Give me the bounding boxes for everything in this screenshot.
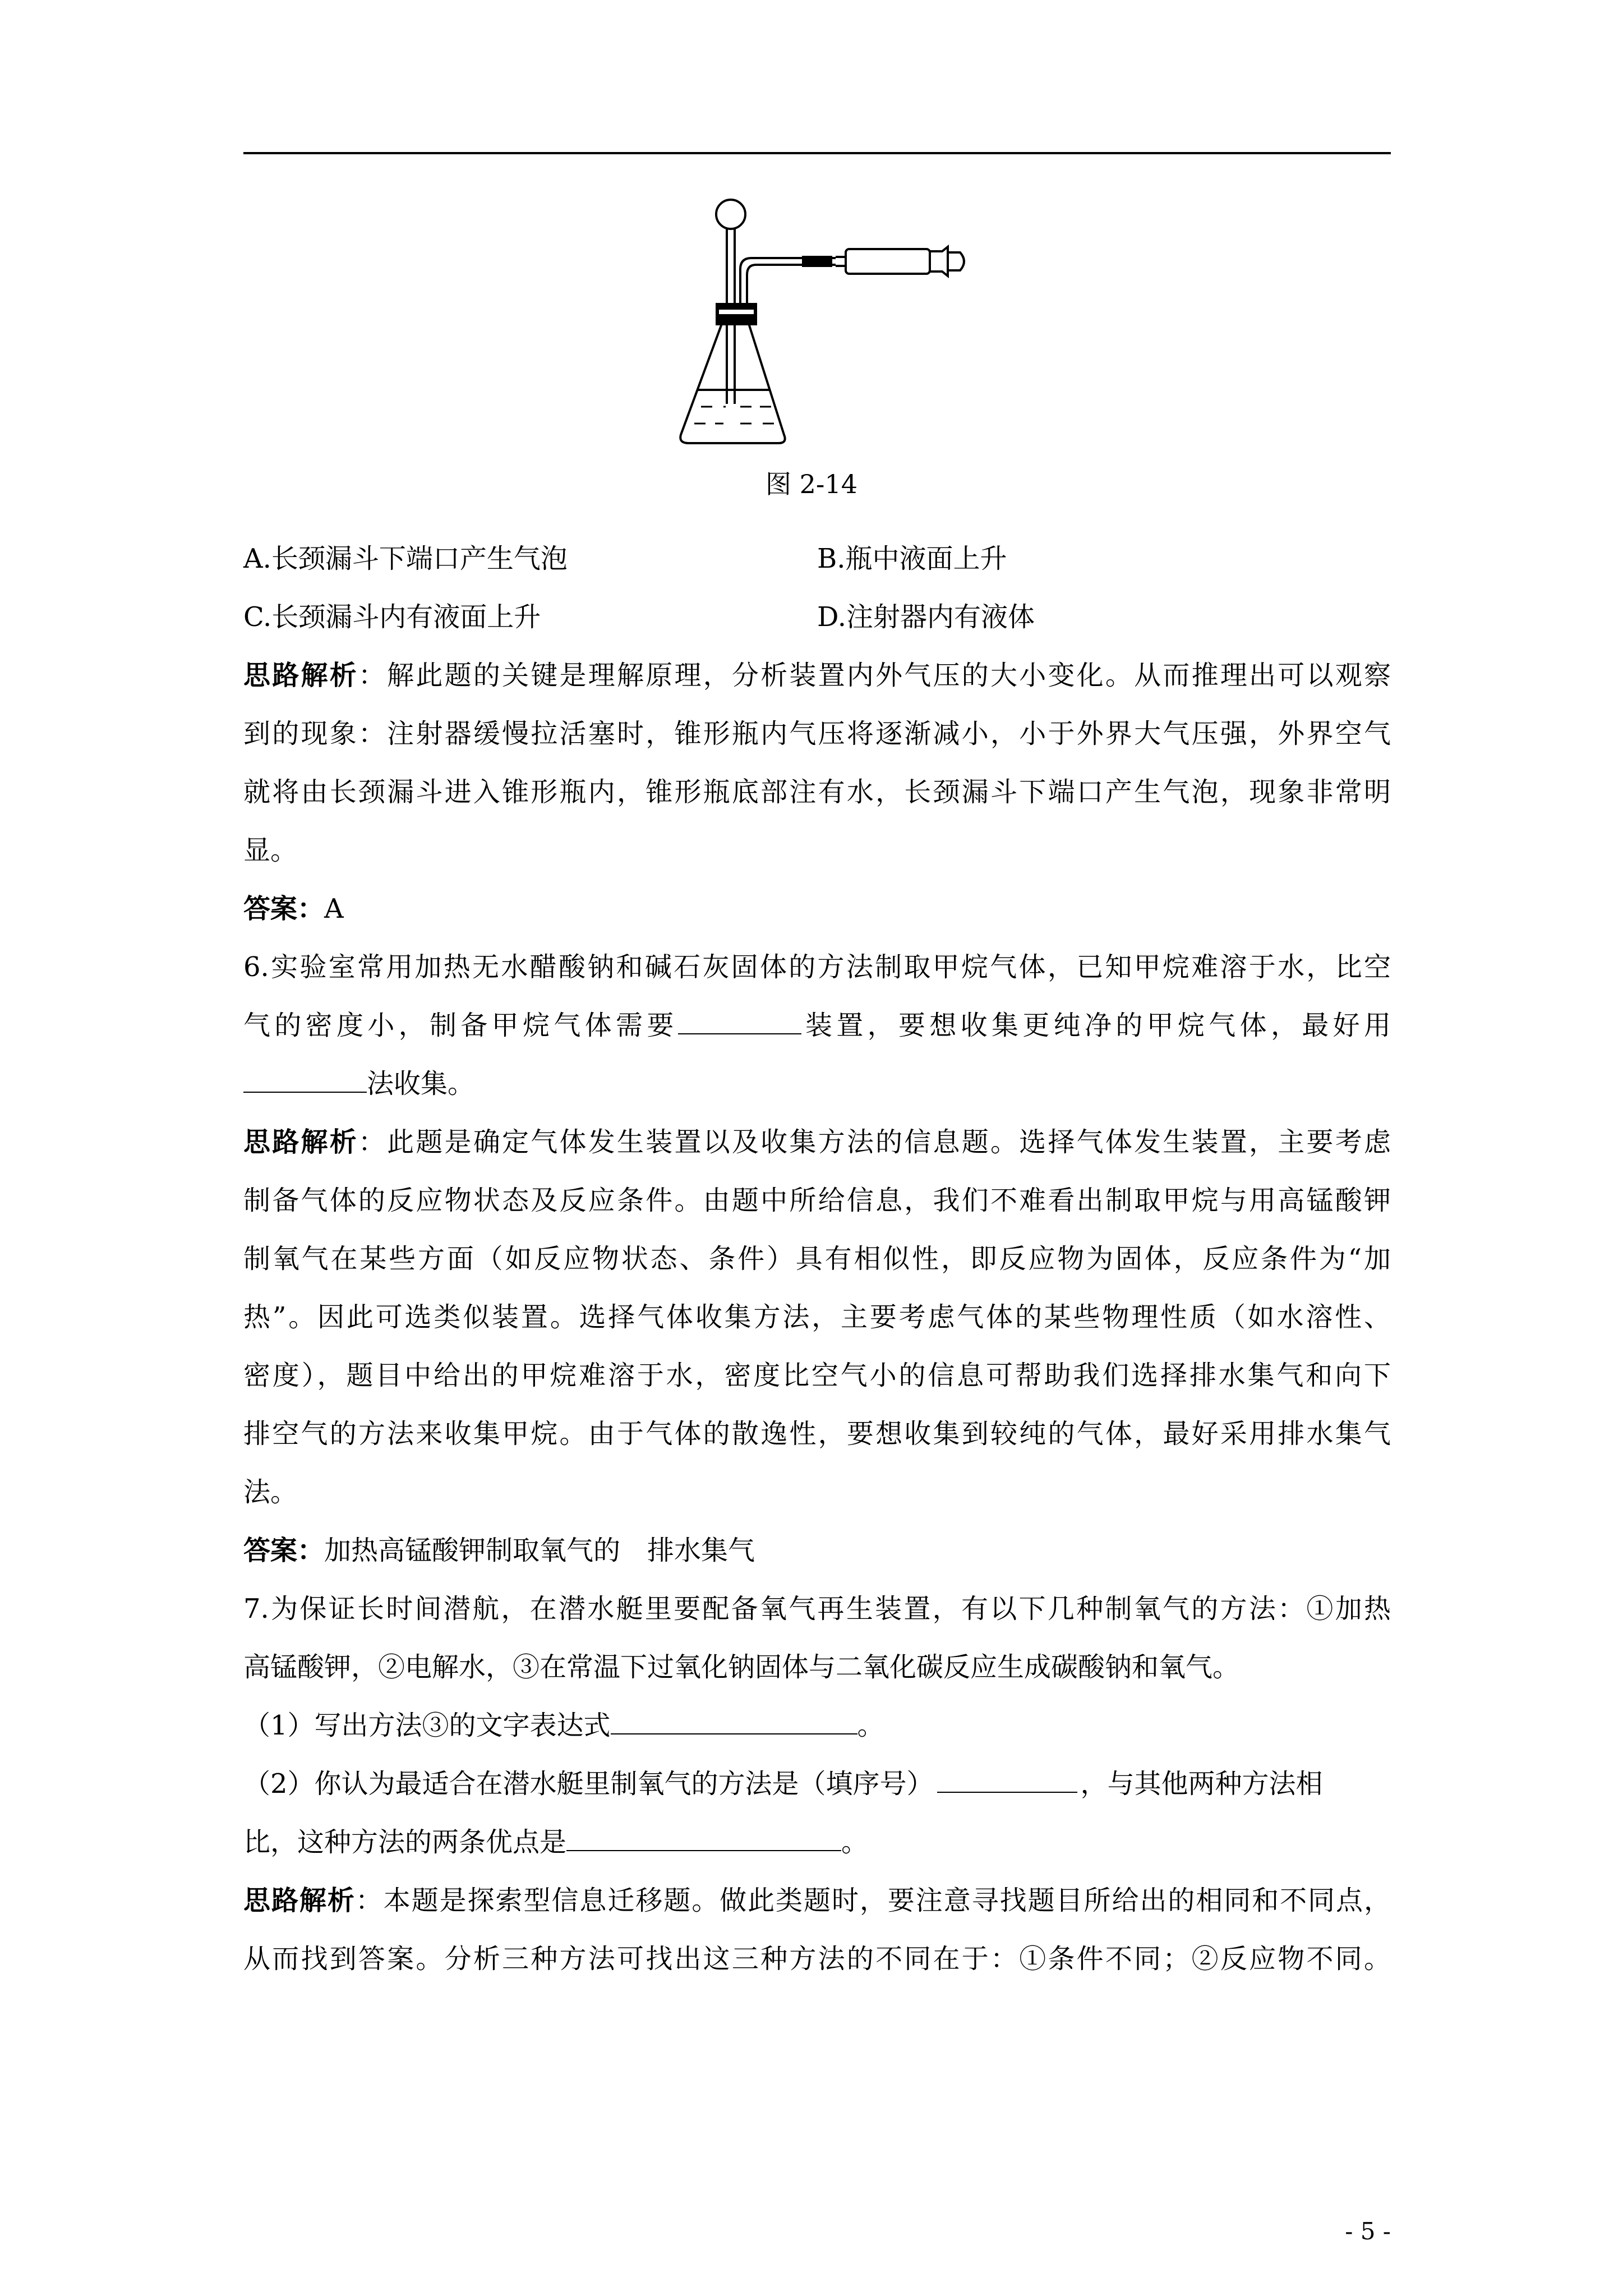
q6-analysis-line: 思路解析：此题是确定气体发生装置以及收集方法的信息题。选择气体发生装置，主要考虑 <box>243 1126 1391 1158</box>
q6-stem-line: 法收集。 <box>243 1055 1391 1113</box>
answer-label: 答案： <box>243 1535 325 1566</box>
figure-caption: 图 2-14 <box>766 469 857 499</box>
liquid-dashes <box>694 407 774 424</box>
analysis-label: 思路解析 <box>243 1126 358 1158</box>
q7-sub-question-2: （2）你认为最适合在潜水艇里制氧气的方法是（填序号） ，与其他两种方法相 <box>243 1755 1391 1813</box>
analysis-label: 思路解析 <box>243 1885 356 1916</box>
fill-blank[interactable] <box>566 1816 841 1851</box>
q7-sub-question-2-cont: 比，这种方法的两条优点是 。 <box>243 1813 1391 1871</box>
answer-label: 答案： <box>243 893 325 924</box>
apparatus-figure <box>667 191 981 454</box>
syringe-barrel <box>846 249 930 274</box>
q5-answer <box>243 880 1391 938</box>
q5-analysis-line: 显。 <box>243 835 298 866</box>
q6-analysis-line: 密度），题目中给出的甲烷难溶于水，密度比空气小的信息可帮助我们选择排水集气和向下 <box>243 1360 1391 1391</box>
q7-sub-question-1: （1）写出方法③的文字表达式 。 <box>243 1696 1391 1755</box>
options-row-1 <box>243 530 1391 588</box>
q7-analysis-line: 从而找到答案。分析三种方法可找出这三种方法的不同在于：①条件不同；②反应物不同。 <box>243 1943 1391 1975</box>
option-c: C.长颈漏斗内有液面上升 <box>243 601 541 633</box>
q7-stem-line: 高锰酸钾，②电解水，③在常温下过氧化钠固体与二氧化碳反应生成碳酸钠和氧气。 <box>243 1651 1240 1683</box>
fill-blank[interactable] <box>678 1000 801 1034</box>
q6-analysis-line: 排空气的方法来收集甲烷。由于气体的散逸性，要想收集到较纯的气体，最好采用排水集气 <box>243 1418 1391 1450</box>
delivery-tube-inner <box>747 265 836 320</box>
options-row-2 <box>243 588 1391 646</box>
rubber-connector <box>802 256 832 267</box>
q6-analysis-line: 制备气体的反应物状态及反应条件。由题中所给信息，我们不难看出制取甲烷与用高锰酸钾 <box>243 1185 1391 1216</box>
funnel-bulb <box>716 200 745 229</box>
syringe-plunger <box>930 247 948 276</box>
header-rule <box>243 152 1391 154</box>
syringe-plunger-knob <box>948 252 964 270</box>
analysis-label: 思路解析 <box>243 660 358 691</box>
q6-answer <box>243 1521 1391 1580</box>
answer-value: A <box>324 893 344 924</box>
q6-stem-line: 6.实验室常用加热无水醋酸钠和碱石灰固体的方法制取甲烷气体，已知甲烷难溶于水，比空 <box>243 951 1391 983</box>
fill-blank[interactable] <box>937 1758 1077 1793</box>
q7-analysis-line: 思路解析：本题是探索型信息迁移题。做此类题时，要注意寻找题目所给出的相同和不同点， <box>243 1885 1391 1916</box>
page-number: - 5 - <box>1345 2217 1391 2245</box>
q6-analysis-line: 热”。因此可选类似装置。选择气体收集方法，主要考虑气体的某些物理性质（如水溶性、 <box>243 1301 1391 1333</box>
q6-analysis-line: 制氧气在某些方面（如反应物状态、条件）具有相似性，即反应物为固体，反应条件为“加 <box>243 1243 1391 1274</box>
flask-syringe-apparatus-diagram <box>667 191 981 454</box>
q5-analysis-line: 到的现象：注射器缓慢拉活塞时，锥形瓶内气压将逐渐减小，小于外界大气压强，外界空气 <box>243 718 1391 749</box>
q6-stem-line: 气的密度小，制备甲烷气体需要 装置，要想收集更纯净的甲烷气体，最好用 <box>243 996 1391 1055</box>
document-body <box>243 530 1391 1988</box>
fill-blank[interactable] <box>243 1058 367 1093</box>
fill-blank[interactable] <box>611 1700 857 1734</box>
option-b: B.瓶中液面上升 <box>817 543 1007 574</box>
q5-analysis-line: 思路解析：解此题的关键是理解原理，分析装置内外气压的大小变化。从而推理出可以观察 <box>243 660 1391 691</box>
q5-analysis-line: 就将由长颈漏斗进入锥形瓶内，锥形瓶底部注有水，长颈漏斗下端口产生气泡，现象非常明 <box>243 776 1391 808</box>
option-a: A.长颈漏斗下端口产生气泡 <box>243 543 568 574</box>
answer-value: 加热高锰酸钾制取氧气的 排水集气 <box>324 1535 755 1566</box>
q7-stem-line: 7.为保证长时间潜航，在潜水艇里要配备氧气再生装置，有以下几种制氧气的方法：①加热 <box>243 1593 1391 1625</box>
option-d: D.注射器内有液体 <box>817 601 1035 633</box>
q6-analysis-line: 法。 <box>243 1476 298 1508</box>
